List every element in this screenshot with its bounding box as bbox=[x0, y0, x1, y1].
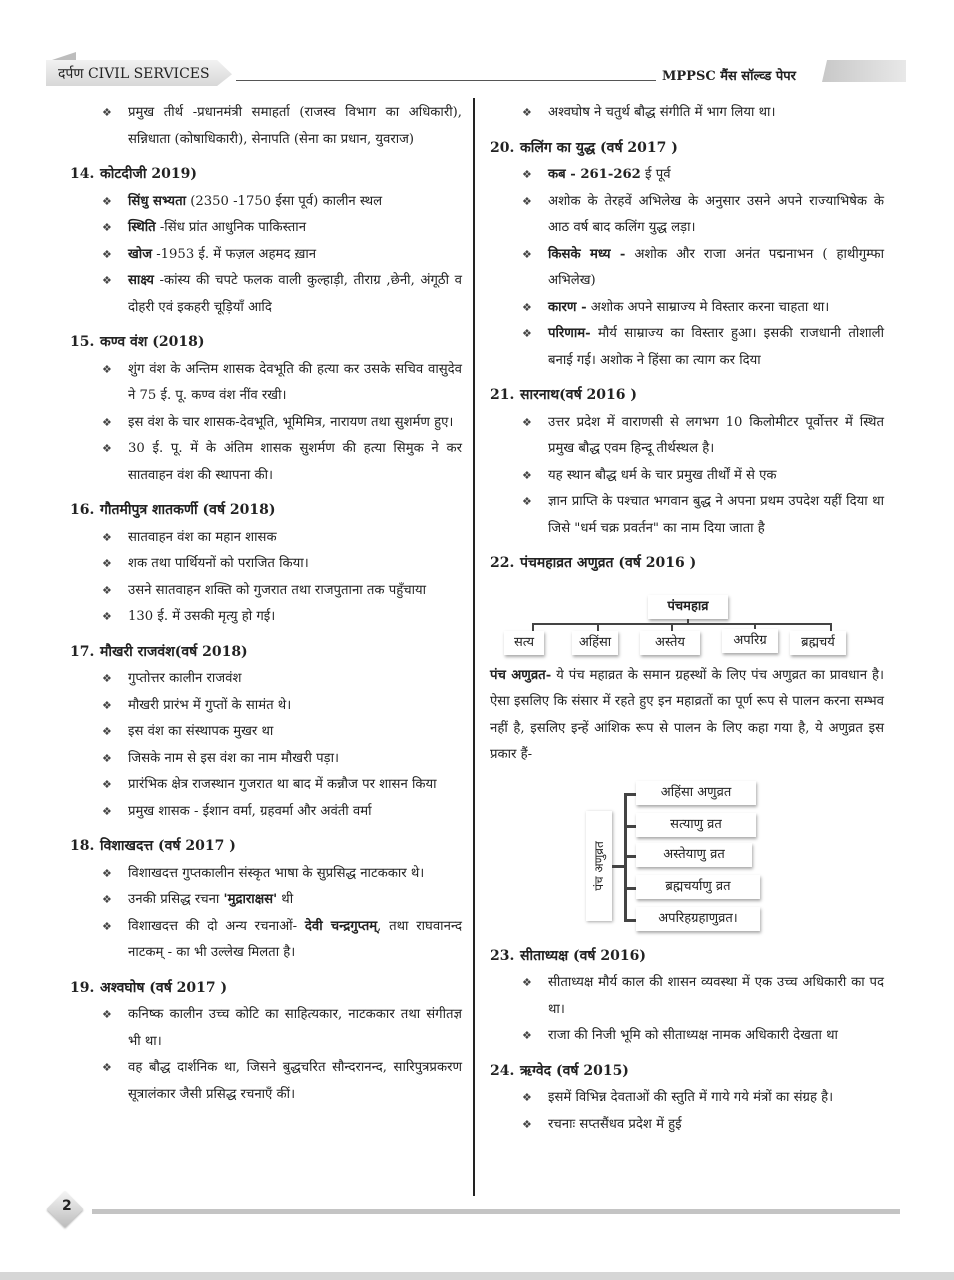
list-item: ❖ इसमें विभिन्न देवताओं की स्तुति में गाये गये मंत्रों का संग्रह है। bbox=[522, 1085, 884, 1112]
bullet-icon: ❖ bbox=[522, 1117, 532, 1131]
list-item: ❖ प्रारंभिक क्षेत्र राजस्थान गुजरात था बाद में कन्नौज पर शासन किया bbox=[102, 772, 462, 799]
bullet-icon: ❖ bbox=[102, 866, 112, 880]
bullet-icon: ❖ bbox=[522, 247, 532, 261]
bullet-icon: ❖ bbox=[102, 725, 112, 738]
diagram-child-box: ब्रह्मचर्य bbox=[790, 631, 846, 655]
section-heading: 19. अश्वघोष (वर्ष 2017 ) bbox=[70, 979, 228, 996]
diagram-child-box: अपरिग्र bbox=[722, 629, 778, 653]
list-item: ❖ प्रमुख शासक - ईशान वर्मा, ग्रहवर्मा और अवंती वर्मा bbox=[102, 799, 462, 826]
list-item: ❖ उत्तर प्रदेश में वाराणसी से लगभग 10 किलोमीटर पूर्वोत्तर में स्थित प्रमुख बौद्ध एवम हिन्दू तीर्थस्थल है। bbox=[522, 410, 884, 463]
list-item: ❖ रचनाः सप्तसैंधव प्रदेश में हुई bbox=[522, 1112, 884, 1139]
bullet-icon: ❖ bbox=[522, 300, 532, 314]
bullet-icon: ❖ bbox=[102, 274, 112, 287]
bullet-icon: ❖ bbox=[102, 672, 112, 685]
column-divider bbox=[473, 98, 475, 1196]
section-list bbox=[70, 525, 462, 631]
right-column bbox=[490, 100, 884, 1138]
list-item: ❖ इस वंश का संस्थापक मुखर था bbox=[102, 719, 462, 746]
section-heading: 24. ऋग्वेद (वर्ष 2015) bbox=[490, 1062, 629, 1079]
bullet-icon: ❖ bbox=[102, 1008, 112, 1021]
list-item: ❖ वह बौद्ध दार्शनिक था, जिसने बुद्धचरित सौन्दरानन्द, सारिपुत्रप्रकरण सूत्रालंकार जैसी प्रसिद्ध रचनाएँ कीं। bbox=[102, 1055, 462, 1108]
header-right-decoration bbox=[822, 60, 906, 82]
list-item: ❖ सातवाहन वंश का महान शासक bbox=[102, 525, 462, 552]
diagram-connector bbox=[624, 825, 636, 828]
diagram-connector bbox=[624, 855, 636, 858]
section-list bbox=[70, 189, 462, 322]
section-heading: 16. गौतमीपुत्र शातकर्णी (वर्ष 2018) bbox=[70, 502, 276, 518]
intro-list bbox=[490, 100, 884, 127]
section-list bbox=[70, 861, 462, 967]
list-item: ❖ 130 ई. में उसकी मृत्यु हो गई। bbox=[102, 604, 462, 631]
section-list bbox=[490, 1085, 884, 1138]
bullet-icon: ❖ bbox=[522, 495, 532, 508]
bullet-icon: ❖ bbox=[522, 106, 532, 119]
diagram-root-box: पंच अणुव्रत bbox=[586, 811, 612, 921]
bullet-icon: ❖ bbox=[102, 893, 112, 906]
diagram-child-box: सत्याणु व्रत bbox=[636, 813, 756, 837]
section-heading: 17. मौखरी राजवंश(वर्ष 2018) bbox=[70, 643, 248, 660]
section-heading: 15. कण्व वंश (2018) bbox=[70, 334, 205, 350]
section-heading: 22. पंचमहाव्रत अणुव्रत (वर्ष 2016 ) bbox=[490, 555, 697, 571]
section-heading: 20. कलिंग का युद्ध (वर्ष 2017 ) bbox=[490, 139, 678, 156]
list-item: ❖ खोज -1953 ई. में फज़ल अहमद ख़ान bbox=[102, 242, 462, 269]
section-list bbox=[70, 1002, 462, 1108]
bullet-icon: ❖ bbox=[522, 194, 532, 208]
list-item: ❖ शुंग वंश के अन्तिम शासक देवभूति की हत्या कर उसके सचिव वासुदेव ने 75 ई. पू. कण्व वंश नींव रखी। bbox=[102, 357, 462, 410]
diagram-connector bbox=[671, 623, 673, 631]
list-item: ❖ स्थिति -सिंध प्रांत आधुनिक पाकिस्तान bbox=[102, 215, 462, 242]
diagram-connector bbox=[532, 623, 534, 631]
intro-list bbox=[70, 100, 462, 153]
list-item: ❖ साक्ष्य -कांस्य की चपटे फलक वाली कुल्हाड़ी, तीराग्र ,छेनी, अंगूठी व दोहरी एवं इकहरी चूड़ियाँ आदि bbox=[102, 268, 462, 321]
header-rule bbox=[236, 80, 656, 81]
diagram-connector bbox=[624, 887, 636, 890]
bullet-icon: ❖ bbox=[102, 1061, 112, 1074]
bullet-icon: ❖ bbox=[522, 1029, 532, 1042]
bullet-icon: ❖ bbox=[522, 327, 532, 340]
list-item: ❖ अशोक के तेरहवें अभिलेख के अनुसार उसने अपने राज्याभिषेक के आठ वर्ष बाद कलिंग युद्ध लड़ा। bbox=[522, 189, 884, 242]
bullet-icon: ❖ bbox=[102, 751, 112, 765]
diagram-connector bbox=[687, 619, 689, 625]
list-item: ❖ जिसके नाम से इस वंश का नाम मौखरी पड़ा। bbox=[102, 746, 462, 773]
bullet-icon: ❖ bbox=[522, 976, 532, 989]
bullet-icon: ❖ bbox=[522, 168, 532, 181]
anuvrat-paragraph: पंच अणुव्रत- ये पंच महाव्रत के समान ग्रहस्थों के लिए पंच अणुव्रत का प्रावधान है। ऐसा इसलिए कि संसार में रहते हुए इन महाव्रतों का पूर्ण रूप से पालन करना सम्भव नहीं है, इसलिए इन्हें आंशिक रूप से पालन के लिए कहा गया है, ये अणुव्रत इस प्रकार हैं- bbox=[490, 667, 884, 762]
header-title: MPPSC मैंस सॉल्व्ड पेपर bbox=[662, 69, 796, 84]
diagram-child-box: ब्रह्मचर्याणु व्रत bbox=[636, 875, 760, 899]
bullet-icon: ❖ bbox=[522, 415, 532, 429]
section-list bbox=[490, 162, 884, 374]
bullet-icon: ❖ bbox=[102, 557, 112, 570]
list-item: ❖ इस वंश के चार शासक-देवभूति, भूमिमित्र, नारायण तथा सुशर्मण हुए। bbox=[102, 410, 462, 437]
diagram-connector bbox=[830, 623, 832, 631]
diagram-connector bbox=[597, 623, 599, 631]
diagram-child-box: अपरिहग्रहाणुव्रत। bbox=[636, 907, 760, 931]
section-heading: 23. सीताध्यक्ष (वर्ष 2016) bbox=[490, 947, 646, 964]
bullet-icon: ❖ bbox=[102, 919, 112, 933]
list-item: ❖ उसने सातवाहन शक्ति को गुजरात तथा राजपुताना तक पहुँचाया bbox=[102, 578, 462, 605]
diagram-connector bbox=[624, 919, 636, 922]
list-item: ❖ सीताध्यक्ष मौर्य काल की शासन व्यवस्था में एक उच्च अधिकारी का पद था। bbox=[522, 970, 884, 1023]
list-item: ❖ कब - 261-262 ई पूर्व bbox=[522, 162, 884, 189]
list-item: ❖ यह स्थान बौद्ध धर्म के चार प्रमुख तीर्थों में से एक bbox=[522, 463, 884, 490]
bullet-icon: ❖ bbox=[102, 583, 112, 597]
section-heading: 18. विशाखदत्त (वर्ष 2017 ) bbox=[70, 838, 236, 854]
diagram-child-box: अस्तेयाणु व्रत bbox=[636, 843, 752, 867]
list-item: ❖ शक तथा पार्थियनों को पराजित किया। bbox=[102, 551, 462, 578]
bullet-icon: ❖ bbox=[102, 442, 112, 455]
bullet-icon: ❖ bbox=[102, 530, 112, 544]
list-item: ❖ परिणाम- मौर्य साम्राज्य का विस्तार हुआ। इसकी राजधानी तोशाली बनाई गई। अशोक ने हिंसा का त्याग कर दिया bbox=[522, 321, 884, 374]
list-item: ❖ सिंधु सभ्यता (2350 -1750 ईसा पूर्व) कालीन स्थल bbox=[102, 189, 462, 216]
bottom-bar bbox=[0, 1272, 954, 1280]
diagram-connector bbox=[624, 793, 636, 796]
list-item: ❖ गुप्तोत्तर कालीन राजवंश bbox=[102, 666, 462, 693]
header-brand: दर्पण CIVIL SERVICES bbox=[58, 66, 210, 82]
list-item: ❖ किसके मध्य - अशोक और राजा अनंत पद्मनाभन ( हाथीगुम्फा अभिलेख) bbox=[522, 242, 884, 295]
bullet-icon: ❖ bbox=[102, 415, 112, 429]
section-heading: 21. सारनाथ(वर्ष 2016 ) bbox=[490, 387, 637, 403]
footer-rule bbox=[92, 1209, 900, 1214]
list-item: ❖ मौखरी प्रारंभ में गुप्तों के सामंत थे। bbox=[102, 693, 462, 720]
bullet-icon: ❖ bbox=[102, 221, 112, 234]
list-item: ❖ राजा की निजी भूमि को सीताध्यक्ष नामक अधिकारी देखता था bbox=[522, 1023, 884, 1050]
panchmahavrat-diagram bbox=[490, 585, 884, 657]
list-item: ❖ 30 ई. पू. में के अंतिम शासक सुशर्मण की हत्या सिमुक ने कर सातवाहन वंश की स्थापना की। bbox=[102, 436, 462, 489]
bullet-icon: ❖ bbox=[102, 194, 112, 208]
diagram-connector bbox=[532, 623, 832, 625]
bullet-icon: ❖ bbox=[102, 247, 112, 261]
section-list bbox=[70, 666, 462, 825]
diagram-child-box: सत्य bbox=[504, 631, 544, 655]
bullet-icon: ❖ bbox=[522, 1091, 532, 1104]
section-list bbox=[490, 410, 884, 543]
bullet-icon: ❖ bbox=[102, 106, 112, 119]
bullet-icon: ❖ bbox=[102, 362, 112, 376]
list-item: ❖ ज्ञान प्राप्ति के पश्चात भगवान बुद्ध ने अपना प्रथम उपदेश यहीं दिया था जिसे "धर्म चक्र प्रवर्तन" का नाम दिया जाता है bbox=[522, 489, 884, 542]
diagram-child-box: अहिंसा अणुव्रत bbox=[636, 781, 756, 805]
section-heading: 14. कोटदीजी 2019) bbox=[70, 166, 197, 182]
bullet-icon: ❖ bbox=[102, 778, 112, 791]
section-list bbox=[490, 970, 884, 1050]
bullet-icon: ❖ bbox=[102, 698, 112, 712]
bullet-icon: ❖ bbox=[102, 804, 112, 818]
diagram-child-box: अहिंसा bbox=[572, 631, 618, 655]
list-item: ❖ कनिष्क कालीन उच्च कोटि का साहित्यकार, नाटककार तथा संगीतज्ञ भी था। bbox=[102, 1002, 462, 1055]
list-item: ❖ अश्वघोष ने चतुर्थ बौद्ध संगीति में भाग लिया था। bbox=[522, 100, 884, 127]
bullet-icon: ❖ bbox=[522, 468, 532, 482]
list-item: ❖ कारण - अशोक अपने साम्राज्य मे विस्तार करना चाहता था। bbox=[522, 295, 884, 322]
section-list bbox=[70, 357, 462, 490]
diagram-child-box: अस्तेय bbox=[640, 631, 700, 655]
list-item: ❖ विशाखदत्त की दो अन्य रचनाओं- देवी चन्द्रगुप्तम्, तथा राघवानन्द नाटकम् - का भी उल्लेख मिलता है। bbox=[102, 914, 462, 967]
list-item: ❖ प्रमुख तीर्थ -प्रधानमंत्री समाहर्ता (राजस्व विभाग का अधिकारी), सन्निधाता (कोषाधिकारी), सेनापति (सेना का प्रधान, युवराज) bbox=[102, 100, 462, 153]
list-item: ❖ उनकी प्रसिद्ध रचना 'मुद्राराक्षस' थी bbox=[102, 887, 462, 914]
bullet-icon: ❖ bbox=[102, 610, 112, 623]
list-item: ❖ विशाखदत्त गुप्तकालीन संस्कृत भाषा के सुप्रसिद्ध नाटककार थे। bbox=[102, 861, 462, 888]
panch-anuvrat-diagram bbox=[490, 775, 884, 935]
left-column bbox=[70, 100, 462, 1108]
diagram-root-box: पंचमहाव्र bbox=[648, 595, 728, 619]
page-number: 2 bbox=[62, 1198, 72, 1214]
